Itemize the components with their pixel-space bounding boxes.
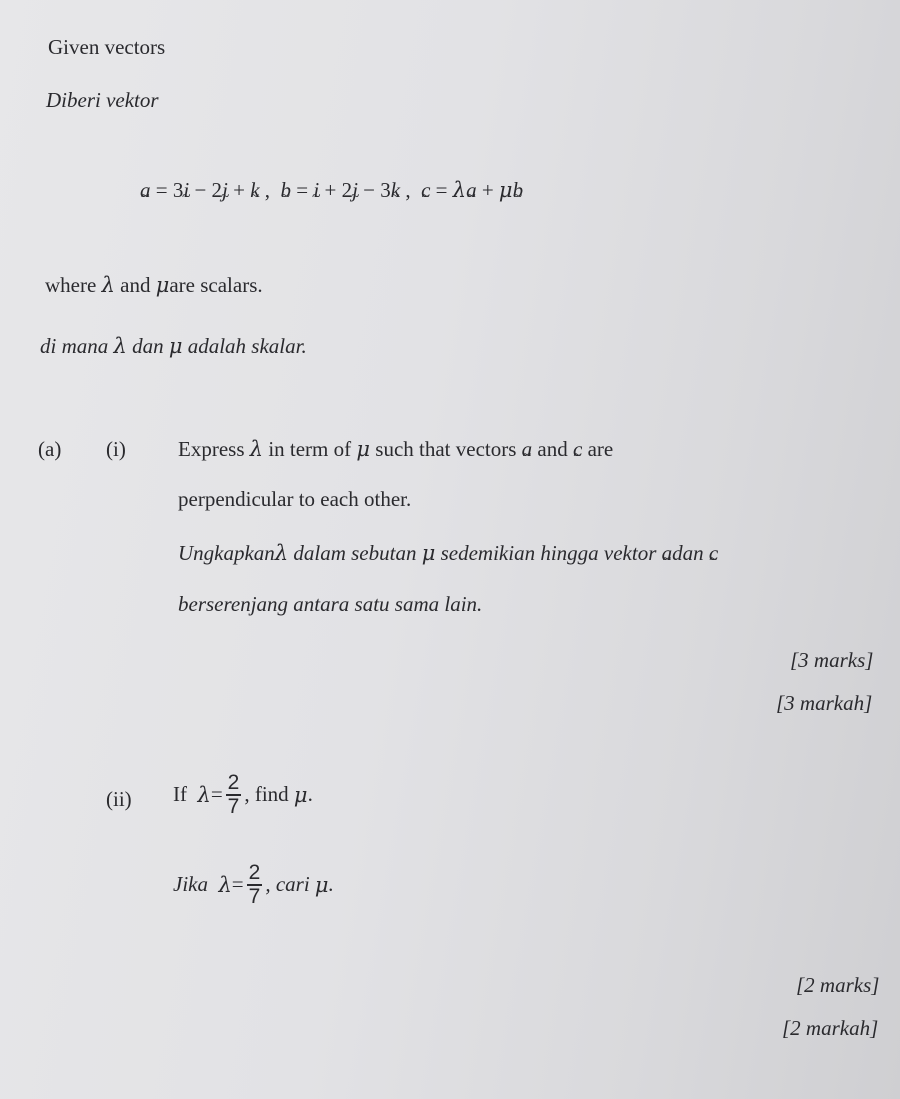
vector-c: c ~ [709, 541, 718, 566]
equals-sign: = [210, 782, 223, 807]
lambda-symbol: λ [452, 178, 467, 202]
express-text: Express [178, 437, 245, 461]
vector-b: b ~ [281, 178, 292, 203]
vector-a: a ~ [140, 178, 151, 203]
vector-b-2: b ~ [513, 178, 524, 203]
vector-c: c ~ [421, 178, 430, 203]
comma-1: , [264, 178, 271, 202]
equals-sign: = [231, 872, 244, 897]
are-text: are [587, 437, 614, 461]
dan-text: dan [672, 541, 704, 565]
lambda-symbol: λ [274, 541, 289, 565]
part-a-i-label: (i) [106, 437, 126, 461]
vector-k-2: k ~ [391, 178, 400, 203]
lambda-symbol: λ [197, 782, 211, 807]
plus-sign-2: + [481, 178, 494, 202]
vector-i: i ~ [183, 178, 189, 203]
vector-j-2: j ~ [352, 178, 358, 203]
mu-symbol: μ [293, 782, 308, 807]
dalam-sebutan-text: dalam sebutan [293, 541, 417, 565]
if-text: If [173, 782, 187, 807]
part-a-ii-ms [173, 862, 334, 908]
dan-text: dan [132, 334, 164, 358]
part-a-ii-en [173, 772, 313, 818]
marks-a-ii-en [796, 973, 879, 998]
mu-symbol: μ [498, 178, 513, 202]
such-that-text: such that vectors [375, 437, 517, 461]
marks-a-ii-ms [782, 1016, 878, 1041]
part-a-i-ms-line2: berserenjang antara satu sama lain. [178, 592, 483, 616]
comma-2: , [405, 178, 411, 202]
fraction-two-sevenths [226, 772, 242, 818]
lambda-symbol: λ [249, 437, 264, 461]
lambda-symbol: λ [101, 273, 115, 297]
marks-text: [3 marks] [790, 648, 874, 672]
eq-c: = [435, 178, 448, 202]
marks-a-i-ms [776, 691, 872, 716]
eq-a-text: = 3 [155, 178, 184, 202]
find-text: , find [244, 782, 289, 807]
part-a-i-en-line1 [178, 437, 613, 462]
markah-text: [3 markah] [776, 691, 873, 715]
fraction-numerator: 2 [248, 861, 261, 884]
lambda-symbol: λ [113, 334, 127, 358]
are-scalars-text: are scalars. [169, 273, 263, 297]
where-text: where [45, 273, 97, 297]
fraction-denominator: 7 [248, 884, 261, 908]
mu-symbol: μ [168, 334, 183, 358]
scalars-ms [40, 334, 307, 359]
part-a-ii-label: (ii) [106, 787, 132, 811]
markah-text: [2 markah] [782, 1016, 879, 1040]
part-a-i-ms-line1 [178, 541, 718, 566]
vector-a: a ~ [522, 437, 533, 462]
plus-sign: + [233, 178, 245, 202]
ungkapkan-text: Ungkapkan [178, 541, 275, 565]
fraction-denominator: 7 [227, 794, 240, 818]
vector-a: a ~ [662, 541, 673, 566]
part-a-i-en-line2: perpendicular to each other. [178, 487, 412, 511]
fraction-two-sevenths [247, 862, 263, 908]
and-text: and [537, 437, 568, 461]
fraction-numerator: 2 [227, 771, 240, 794]
scalars-en [45, 273, 263, 298]
intro-en: Given vectors [48, 35, 166, 59]
eq-b: = [296, 178, 309, 202]
adalah-text: adalah skalar. [187, 334, 307, 358]
marks-a-i-en [790, 648, 873, 673]
vector-c: c ~ [573, 437, 582, 462]
plus-two: + 2 [324, 178, 353, 202]
mu-symbol: μ [421, 541, 436, 565]
vector-i-2: i ~ [313, 178, 319, 203]
vector-k: k ~ [250, 178, 259, 203]
minus-two: − 2 [194, 178, 223, 202]
and-text: and [120, 273, 151, 297]
sedemikian-text: sedemikian hingga vektor [440, 541, 657, 565]
period: . [328, 872, 334, 897]
cari-text: , cari [265, 872, 310, 897]
period: . [307, 782, 313, 807]
vector-j: j ~ [222, 178, 228, 203]
mu-symbol: μ [155, 273, 170, 297]
dimana-text: di mana [40, 334, 109, 358]
part-a-label: (a) [38, 437, 62, 461]
in-term-of-text: in term of [268, 437, 352, 461]
jika-text: Jika [173, 872, 208, 897]
minus-three: − 3 [363, 178, 391, 202]
vector-equation [140, 178, 523, 203]
intro-ms: Diberi vektor [46, 88, 159, 112]
marks-text: [2 marks] [796, 973, 880, 997]
vector-a-2: a ~ [466, 178, 477, 203]
mu-symbol: μ [356, 437, 371, 461]
mu-symbol: μ [314, 872, 329, 897]
lambda-symbol: λ [218, 872, 232, 897]
